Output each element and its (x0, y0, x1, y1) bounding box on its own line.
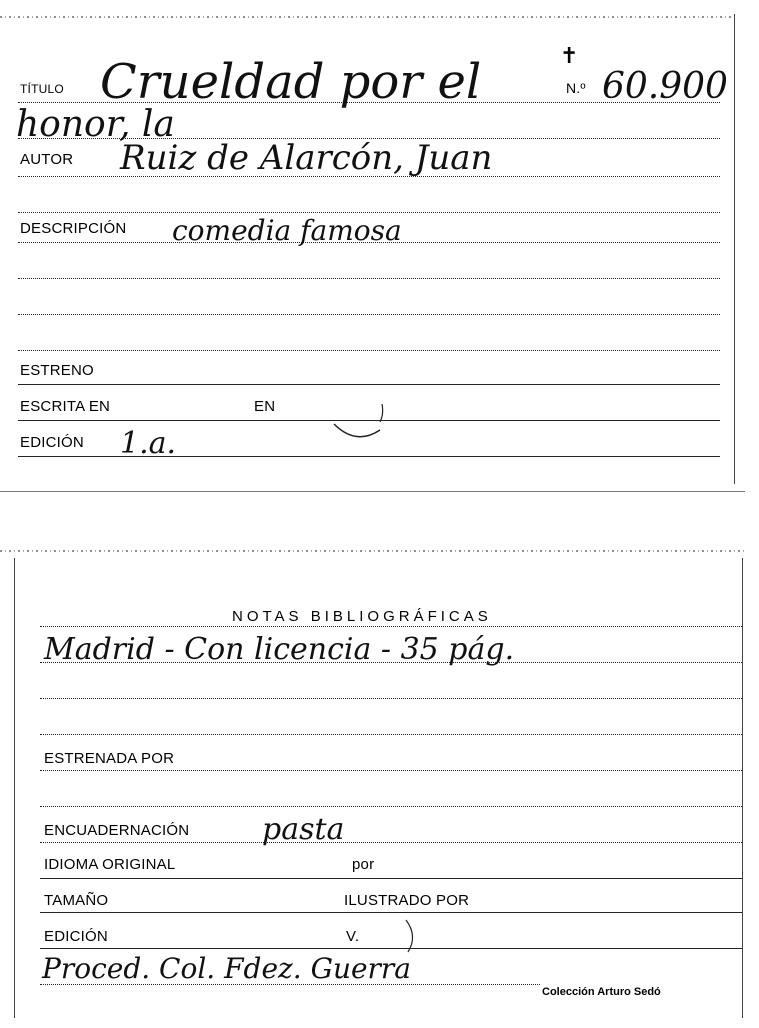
tamano-label: TAMAÑO (44, 892, 109, 909)
edicion-label: EDICIÓN (44, 928, 108, 945)
punch-hole-mark (326, 384, 386, 444)
edicion-value: 1.a. (120, 426, 177, 461)
catalog-card-back (0, 548, 745, 1018)
por-label: por (352, 856, 375, 873)
card-top-edge (0, 550, 745, 552)
v-label: V. (346, 928, 360, 945)
encuadernacion-value: pasta (262, 812, 345, 847)
punch-hole-mark (396, 916, 426, 956)
card-right-edge (742, 558, 743, 1018)
titulo-value: Crueldad por el (100, 54, 482, 110)
rule-line (18, 314, 720, 315)
ilustrado-label: ILUSTRADO POR (344, 892, 470, 909)
rule-line (40, 842, 742, 843)
card-bottom-edge (0, 491, 745, 492)
titulo-label: TÍTULO (20, 82, 64, 96)
rule-line (40, 698, 742, 699)
en-label: EN (254, 398, 276, 415)
card-left-edge (14, 558, 15, 1018)
encuadernacion-label: ENCUADERNACIÓN (44, 822, 190, 839)
rule-line (40, 878, 742, 879)
numero-label: N.º (566, 80, 586, 96)
autor-label: AUTOR (20, 151, 74, 168)
notas-value: Madrid - Con licencia - 35 pág. (44, 632, 515, 667)
escrita-en-label: ESCRITA EN (20, 398, 111, 415)
edicion-label: EDICIÓN (20, 434, 84, 451)
card-top-edge (0, 16, 735, 18)
rule-line (40, 734, 742, 735)
catalog-card-front (0, 14, 735, 492)
titulo-continuation: honor, la (16, 104, 175, 145)
card-right-edge (734, 14, 735, 484)
descripcion-value: comedia famosa (172, 214, 402, 247)
numero-value: 60.900 (602, 66, 728, 107)
rule-line (40, 948, 742, 949)
collection-footer: Colección Arturo Sedó (542, 986, 661, 998)
rule-line (18, 278, 720, 279)
rule-line (18, 350, 720, 351)
autor-value: Ruiz de Alarcón, Juan (120, 138, 493, 178)
estrenada-label: ESTRENADA POR (44, 750, 175, 767)
rule-line (40, 770, 742, 771)
idioma-label: IDIOMA ORIGINAL (44, 856, 176, 873)
rule-line (18, 212, 720, 213)
rule-line (40, 806, 742, 807)
cross-mark: ✝ (560, 44, 579, 69)
proced-value: Proced. Col. Fdez. Guerra (42, 952, 412, 985)
descripcion-label: DESCRIPCIÓN (20, 220, 127, 237)
rule-line (40, 626, 742, 627)
estreno-label: ESTRENO (20, 362, 94, 379)
rule-line (40, 912, 742, 913)
notas-label: NOTAS BIBLIOGRÁFICAS (232, 608, 492, 625)
